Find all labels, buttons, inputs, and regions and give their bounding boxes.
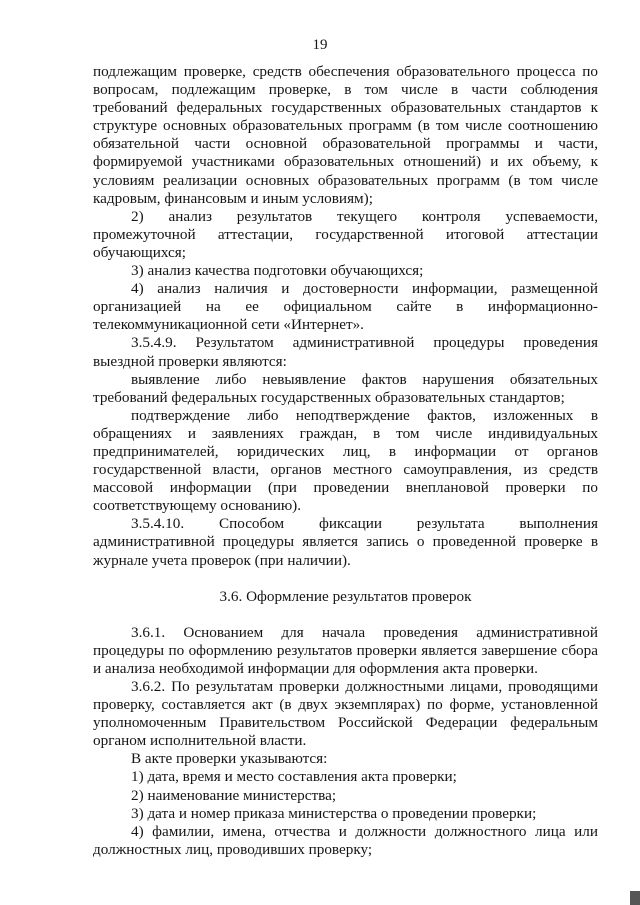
clause-3-6-2: 3.6.2. По результатам проверки должностными лицами, проводящими проверку, составляется акт (в двух экземплярах) по форме, установленной уполномоченным Правительством Российской Федерации федеральным органом исполнительной власти. <box>93 678 598 750</box>
act-item-1: 1) дата, время и место составления акта проверки; <box>131 768 457 786</box>
act-contents-intro: В акте проверки указываются: <box>131 750 328 768</box>
clause-3-5-4-9: 3.5.4.9. Результатом административной процедуры проведения выездной проверки являются: <box>93 334 598 370</box>
act-item-2: 2) наименование министерства; <box>131 786 337 804</box>
section-heading: 3.6. Оформление результатов проверок <box>219 587 472 605</box>
act-item-3: 3) дата и номер приказа министерства о проведении проверки; <box>131 804 537 822</box>
result-item-violations: выявление либо невыявление фактов нарушения обязательных требований федеральных государственных образовательных стандартов; <box>93 370 598 406</box>
clause-3-6-1: 3.6.1. Основанием для начала проведения административной процедуры по оформлению результатов проверки является завершение сбора и анализа необходимой информации для оформления акта проверки. <box>93 623 598 677</box>
page-number: 19 <box>312 37 328 53</box>
act-item-4: 4) фамилии, имена, отчества и должности должностного лица или должностных лиц, проводивших проверку; <box>93 822 598 858</box>
paragraph-continued: подлежащим проверке, средств обеспечения образовательного процесса по вопросам, подлежащим проверке, в том числе в части соблюдения требований федеральных государственных образовательных стандартов к структуре основных образовательных программ (в том числе соотношению обязательной части основной образовательной программы и части, формируемой участниками образовательных отношений) и их объему, к условиям реализации основных образовательных программ (в том числе кадровым, финансовым и иным условиям); <box>93 63 598 207</box>
result-item-confirmation: подтверждение либо неподтверждение фактов, изложенных в обращениях и заявлениях граждан, в том числе индивидуальных предпринимателей, юридических лиц, в информации от органов государственной власти, органов местного самоуправления, из средств массовой информации (при проведении внеплановой проверки по соответствующему основанию). <box>93 406 598 515</box>
list-item-3: 3) анализ качества подготовки обучающихся; <box>131 262 424 280</box>
scan-corner-mark <box>630 891 640 905</box>
list-item-2: 2) анализ результатов текущего контроля успеваемости, промежуточной аттестации, государственной итоговой аттестации обучающихся; <box>93 207 598 261</box>
clause-3-5-4-10: 3.5.4.10. Способом фиксации результата выполнения административной процедуры является запись о проведенной проверке в журнале учета проверок (при наличии). <box>93 515 598 569</box>
document-body <box>93 63 598 859</box>
list-item-4: 4) анализ наличия и достоверности информации, размещенной организацией на ее официальном сайте в информационно-телекоммуникационной сети «Интернет». <box>93 280 598 334</box>
